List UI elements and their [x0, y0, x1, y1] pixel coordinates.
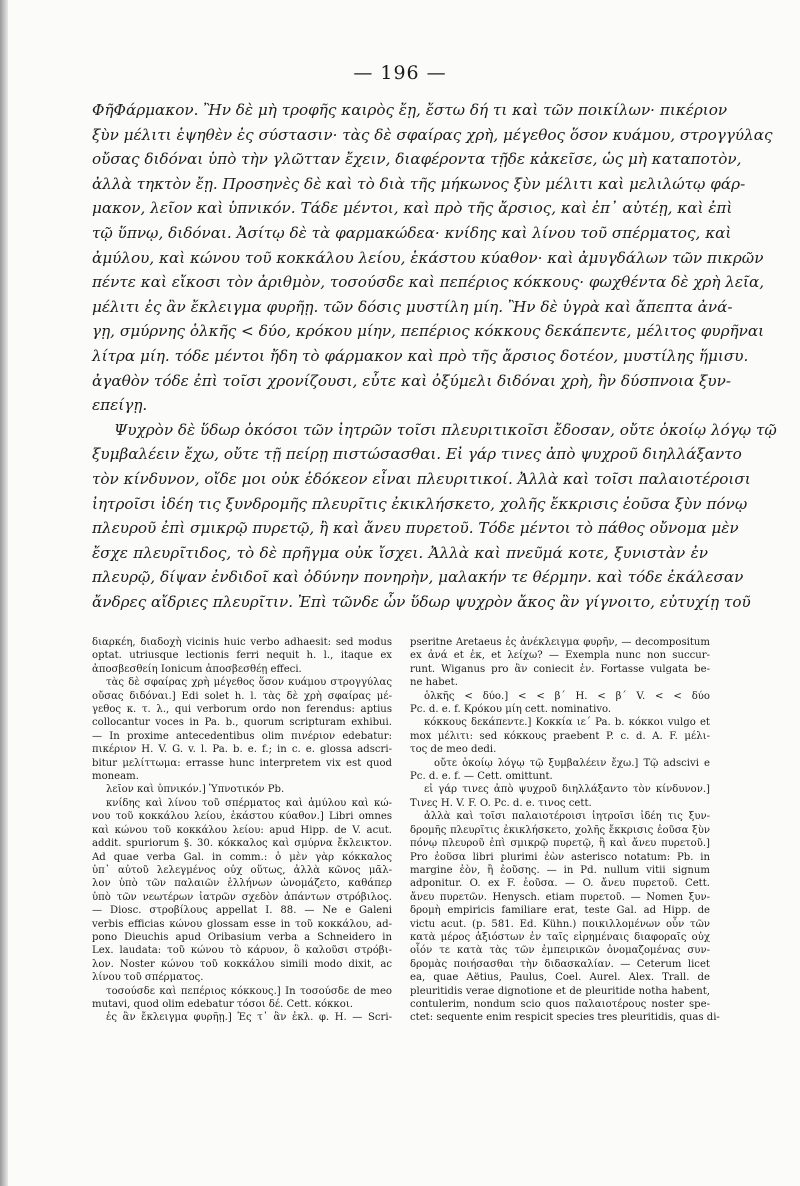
- footnote-line: οὔτε ὁκοίῳ λόγῳ τῷ ξυμβαλέειν ἔχω.] Τῷ adscivi e: [434, 757, 710, 769]
- footnote-line: οἷόν τε κατὰ τὰς τῶν ἐμπειρικῶν ὀνομαζομένας συν-: [410, 945, 710, 957]
- footnote-line: λον ὑπὸ τῶν παλαιῶν ἑλλήνων ὠνομάζετο, καθάπερ: [92, 878, 392, 890]
- main-greek-text: [92, 98, 777, 614]
- footnotes: [92, 636, 720, 1025]
- text-line: ἀλλὰ τηκτὸν ἔῃ. Προσηνὲς δὲ καὶ τὸ διὰ τῆς μήκωνος ξὺν μέλιτι καὶ μελιλώτῳ φάρ-: [92, 174, 746, 193]
- text-line: επείγῃ.: [92, 396, 148, 415]
- footnote-line: pleuritidis verae dignotione et de pleuritide notha habent,: [410, 985, 710, 997]
- footnote-line: Pro ἐοῦσα libri plurimi ἐὼν asterisco notatum: Pb. in: [410, 851, 710, 863]
- footnote-line: οὔσας διδόναι.] Edi solet h. l. τὰς δὲ χρὴ σφαίρας μέ-: [92, 690, 392, 702]
- footnote-line: — In proxime antecedentibus olim πινέριον edebatur:: [92, 730, 392, 742]
- footnote-line: margine ἐὸν, ἢ ἐοῦσης. — in Pd. nullum vitii signum: [410, 864, 710, 876]
- text-line: ξὺν μέλιτι ἑψηθὲν ἐς σύστασιν· τὰς δὲ σφαίρας χρὴ, μέγεθος ὅσον κυάμου, στρογγύλας: [92, 125, 773, 144]
- page-number: — 196 —: [353, 62, 447, 84]
- text-line: ἀμύλου, καὶ κώνου τοῦ κοκκάλου λείου, ἑκάστου κύαθον· καὶ ἀμυγδάλων τῶν πικρῶν: [92, 248, 764, 267]
- footnote-line: πόνῳ πλευροῦ ἐπὶ σμικρῷ πυρετῷ, ἢ καὶ ἄνευ πυρετοῦ.]: [410, 838, 710, 850]
- footnote-line: adponitur. O. ex F. ἐοῦσα. — O. ἄνευ πυρετοῦ. Cett.: [410, 878, 710, 890]
- text-line: ἰητροῖσι ἰδέη τις ξυνδρομῆς πλευρῖτις ἐκικλήσκετο, χολῆς ἔκκρισις ἐοῦσα ξὺν πόνῳ: [92, 494, 748, 513]
- footnote-line: Ad quae verba Gal. in comm.: ὁ μὲν γὰρ κόκκαλος: [92, 851, 392, 863]
- text-line: οὔσας διδόναι ὑπὸ τὴν γλῶτταν ἔχειν, διαφέροντα τῇδε κἀκεῖσε, ὡς μὴ καταποτὸν,: [92, 150, 742, 169]
- footnote-line: κνίδης καὶ λίνου τοῦ σπέρματος καὶ ἀμύλου καὶ κώ-: [106, 797, 392, 809]
- footnote-line: διαρκέη, διαδοχὴ vicinis huic verbo adhaesit: sed modus: [92, 637, 392, 648]
- text-line: πλευρῷ, δίψαν ἐνδιδοῖ καὶ ὀδύνην πονηρὴν, μαλακήν τε θέρμην. καὶ τόδε ἐκάλεσαν: [92, 568, 744, 587]
- text-line: πλευροῦ ἐπὶ σμικρῷ πυρετῷ, ἢ καὶ ἄνευ πυρετοῦ. Τόδε μέντοι τὸ πάθος οὔνομα μὲν: [92, 519, 739, 538]
- footnote-line: ἀποσβεσθείη Ionicum ἀποσβεσθέῃ effeci.: [92, 663, 302, 675]
- footnote-line: εἰ γάρ τινες ἀπὸ ψυχροῦ διηλλάξαντο τὸν κίνδυνον.]: [424, 784, 710, 796]
- footnote-line: γεθος κ. τ. λ., qui verborum ordo non ferendus: aptius: [92, 704, 392, 716]
- footnote-line: Pc. d. e. f. — Cett. omittunt.: [410, 771, 553, 783]
- text-line: γῃ, σμύρνης ὁλκῆς < δύο, κρόκου μίην, πεπέριος κόκκους δεκάπεντε, μέλιτος φυρῆναι: [92, 322, 765, 341]
- footnote-line: pono Dieuchis apud Oribasium verba a Schneidero in: [92, 931, 392, 943]
- footnote-line: δρομῆς πλευρῖτις ἐκικλήσκετο, χολῆς ἔκκρισις ἐοῦσα ξὺν: [410, 824, 710, 836]
- text-line: πέντε καὶ εἴκοσι τὸν ἀριθμὸν, τοσούσδε καὶ πεπέριος κόκκους· φωχθέντα δὲ χρὴ λεῖα,: [92, 273, 765, 292]
- text-line: ἔσχε πλευρῖτιδος, τὸ δὲ πρῆγμα οὐκ ἴσχει. Ἀλλὰ καὶ πνεῦμά κοτε, ξυνιστὰν ἐν: [92, 543, 708, 562]
- footnote-line: optat. utriusque lectionis ferri nequit h. l., itaque ex: [92, 650, 392, 662]
- text-line: ἄνδρες αἴδριες πλευρῖτιν. Ἐπὶ τῶνδε ὧν ὕδωρ ψυχρὸν ἄκος ἂν γίγνοιτο, εὐτυχίῃ τοῦ: [92, 592, 751, 611]
- footnote-line: κόκκους δεκάπεντε.] Κοκκία ιε΄ Pa. b. κόκκοι vulgo et: [424, 717, 710, 729]
- text-line: μέλιτι ἐς ἂν ἔκλειγμα φυρῆῃ. τῶν δόσις μυστίλη μίη. Ἢν δὲ ὑγρὰ καὶ ἄπεπτα ἀνά-: [92, 297, 733, 316]
- footnote-line: Pc. d. e. f. Κρόκου μίη cett. nominativo.: [410, 704, 612, 716]
- footnote-line: mutavi, quod olim edebatur τόσοι δέ. Cett. κόκκοι.: [92, 998, 353, 1010]
- text-line: Ψυχρὸν δὲ ὕδωρ ὁκόσοι τῶν ἰητρῶν τοῖσι πλευριτικοῖσι ἔδοσαν, οὔτε ὁκοίῳ λόγῳ τῷ: [114, 420, 777, 439]
- footnote-line: λίνου τοῦ σπέρματος.: [92, 972, 204, 984]
- footnote-line: runt. Wiganus pro ἂν coniecit ἐν. Fortasse vulgata be-: [410, 663, 710, 675]
- footnote-line: Lex. laudata: τοῦ κώνου τὸ κάρυον, ὃ καλοῦσι στρόβι-: [92, 945, 392, 957]
- footnote-line: ex ἀνά et ἐκ, et λείχω? — Exempla nunc non succur-: [410, 650, 710, 662]
- text-line: ξυμβαλέειν ἔχω, οὔτε τῇ πείρῃ πιστώσασθαι. Εἰ γάρ τινες ἀπὸ ψυχροῦ διηλλάξαντο: [92, 445, 742, 464]
- footnote-line: ἀλλὰ καὶ τοῖσι παλαιοτέροισι ἰητροῖσι ἰδέη τις ξυν-: [424, 811, 710, 823]
- footnote-line: ne habet.: [410, 677, 458, 689]
- text-line: μακον, λεῖον καὶ ὑπνικόν. Τάδε μέντοι, καὶ πρὸ τῆς ἄρσιος, καὶ ἐπ᾿ αὐτέῃ, καὶ ἐπὶ: [92, 199, 733, 218]
- footnote-line: ὑπὸ τῶν νεωτέρων ἰατρῶν σχεδὸν ἁπάντων στρόβιλος.: [92, 891, 392, 903]
- footnotes-right-column: [410, 636, 720, 1025]
- footnote-line: mox μέλιτι: sed κόκκους praebent P. c. d. A. F. μέλι-: [410, 730, 710, 742]
- footnote-line: verbis efficias κώνου glossam esse in τοῦ κοκκάλου, ad-: [92, 918, 392, 930]
- footnote-line: δρομὴ empiricis familiare erat, teste Gal. ad Hipp. de: [410, 905, 710, 917]
- footnote-line: κατὰ μέρος ἀξιόστων ἐν ταῖς εἰρημέναις διαφοραῖς οὐχ: [410, 931, 710, 943]
- footnote-line: addit. spuriorum §. 30. κόκκαλος καὶ σμύρνα ἔκλεικτον.: [92, 838, 392, 850]
- footnote-line: δρομὰς ποιήσασθαι τὴν διδασκαλίαν. — Ceterum licet: [410, 958, 710, 970]
- footnote-line: πικέριον H. V. G. v. l. Pa. b. e. f.; in c. e. glossa adscri-: [92, 744, 392, 756]
- footnotes-left-column: [92, 636, 392, 1025]
- text-line: τῷ ὕπνῳ, διδόναι. Ἀσίτῳ δὲ τὰ φαρμακώδεα· κνίδης καὶ λίνου τοῦ σπέρματος, καὶ: [92, 223, 732, 242]
- footnote-line: ἐς ἂν ἔκλειγμα φυρῆῃ.] Ἐς τ᾿ ἂν ἐκλ. φ. H. — Scri-: [106, 1012, 392, 1024]
- footnote-line: victu acut. (p. 581. Ed. Kühn.) ποικιλλομένων οὖν τῶν: [410, 918, 710, 930]
- footnote-line: bitur μελίττωμα: errasse hunc interpretem vix est quod: [92, 757, 392, 769]
- footnote-line: τοσούσδε καὶ πεπέριος κόκκους.] In τοσούσδε de meo: [106, 985, 392, 997]
- text-line: λίτρα μίη. τόδε μέντοι ἤδη τὸ φάρμακον καὶ πρὸ τῆς ἄρσιος δοτέον, μυστίλης ἥμισυ.: [92, 346, 749, 365]
- footnote-line: ctet: sequente enim respicit species tres pleuritidis, quas di-: [410, 1012, 720, 1024]
- footnote-line: ea, quae Aëtius, Paulus, Coel. Aurel. Alex. Trall. de: [410, 972, 710, 984]
- text-line: ἀγαθὸν τόδε ἐπὶ τοῖσι χρονίζουσι, εὖτε καὶ ὀξύμελι διδόναι χρὴ, ἢν δύσπνοια ξυν-: [92, 371, 731, 390]
- footnote-line: ὑπ᾿ αὐτοῦ λελεγμένος οὐχ οὕτως, ἀλλὰ κῶνος μᾶλ-: [92, 864, 392, 876]
- footnote-line: λον. Noster κώνου τοῦ κοκκάλου simili modo dixit, ac: [92, 958, 392, 970]
- footnote-line: contulerim, nondum scio quos παλαιοτέρους noster spe-: [410, 998, 710, 1010]
- footnote-line: pseritne Aretaeus ἐς ἀνέκλειγμα φυρῆν, — decompositum: [410, 637, 710, 648]
- footnote-line: λεῖον καὶ ὑπνικόν.] Ὑπνοτικόν Pb.: [106, 784, 285, 796]
- text-line: τὸν κίνδυνον, οἴδε μοι οὐκ ἐδόκεον εἶναι πλευριτικοί. Ἀλλὰ καὶ τοῖσι παλαιοτέροισι: [92, 469, 751, 488]
- text-line: ΦῆΦάρμακον. Ἢν δὲ μὴ τροφῆς καιρὸς ἔῃ, ἔστω δή τι καὶ τῶν ποικίλων· πικέριον: [92, 101, 728, 119]
- footnote-line: moneam.: [92, 771, 139, 783]
- footnote-line: collocantur voces in Pa. b., quorum scripturam exhibui.: [92, 717, 392, 729]
- footnote-line: καὶ κώνου τοῦ κοκκάλου λείου: apud Hipp. de V. acut.: [92, 824, 392, 836]
- footnote-line: — Diosc. στροβίλους appellat I. 88. — Ne e Galeni: [92, 905, 392, 917]
- footnote-line: νου τοῦ κοκκάλου λείου, ἑκάστου κύαθον.] Libri omnes: [92, 811, 392, 823]
- footnote-line: ὁλκῆς < δύο.] < < β΄ H. < β΄ V. < < δύο: [424, 690, 710, 702]
- footnote-line: ἄνευ πυρετῶν. Henysch. etiam πυρετοῦ. — Nomen ξυν-: [410, 891, 710, 903]
- footnote-line: τος de meo dedi.: [410, 744, 497, 756]
- footnote-line: τὰς δὲ σφαίρας χρὴ μέγεθος ὅσον κυάμου στρογγύλας: [106, 677, 392, 689]
- footnote-line: Τινες H. V. F. O. Pc. d. e. τινος cett.: [410, 797, 592, 809]
